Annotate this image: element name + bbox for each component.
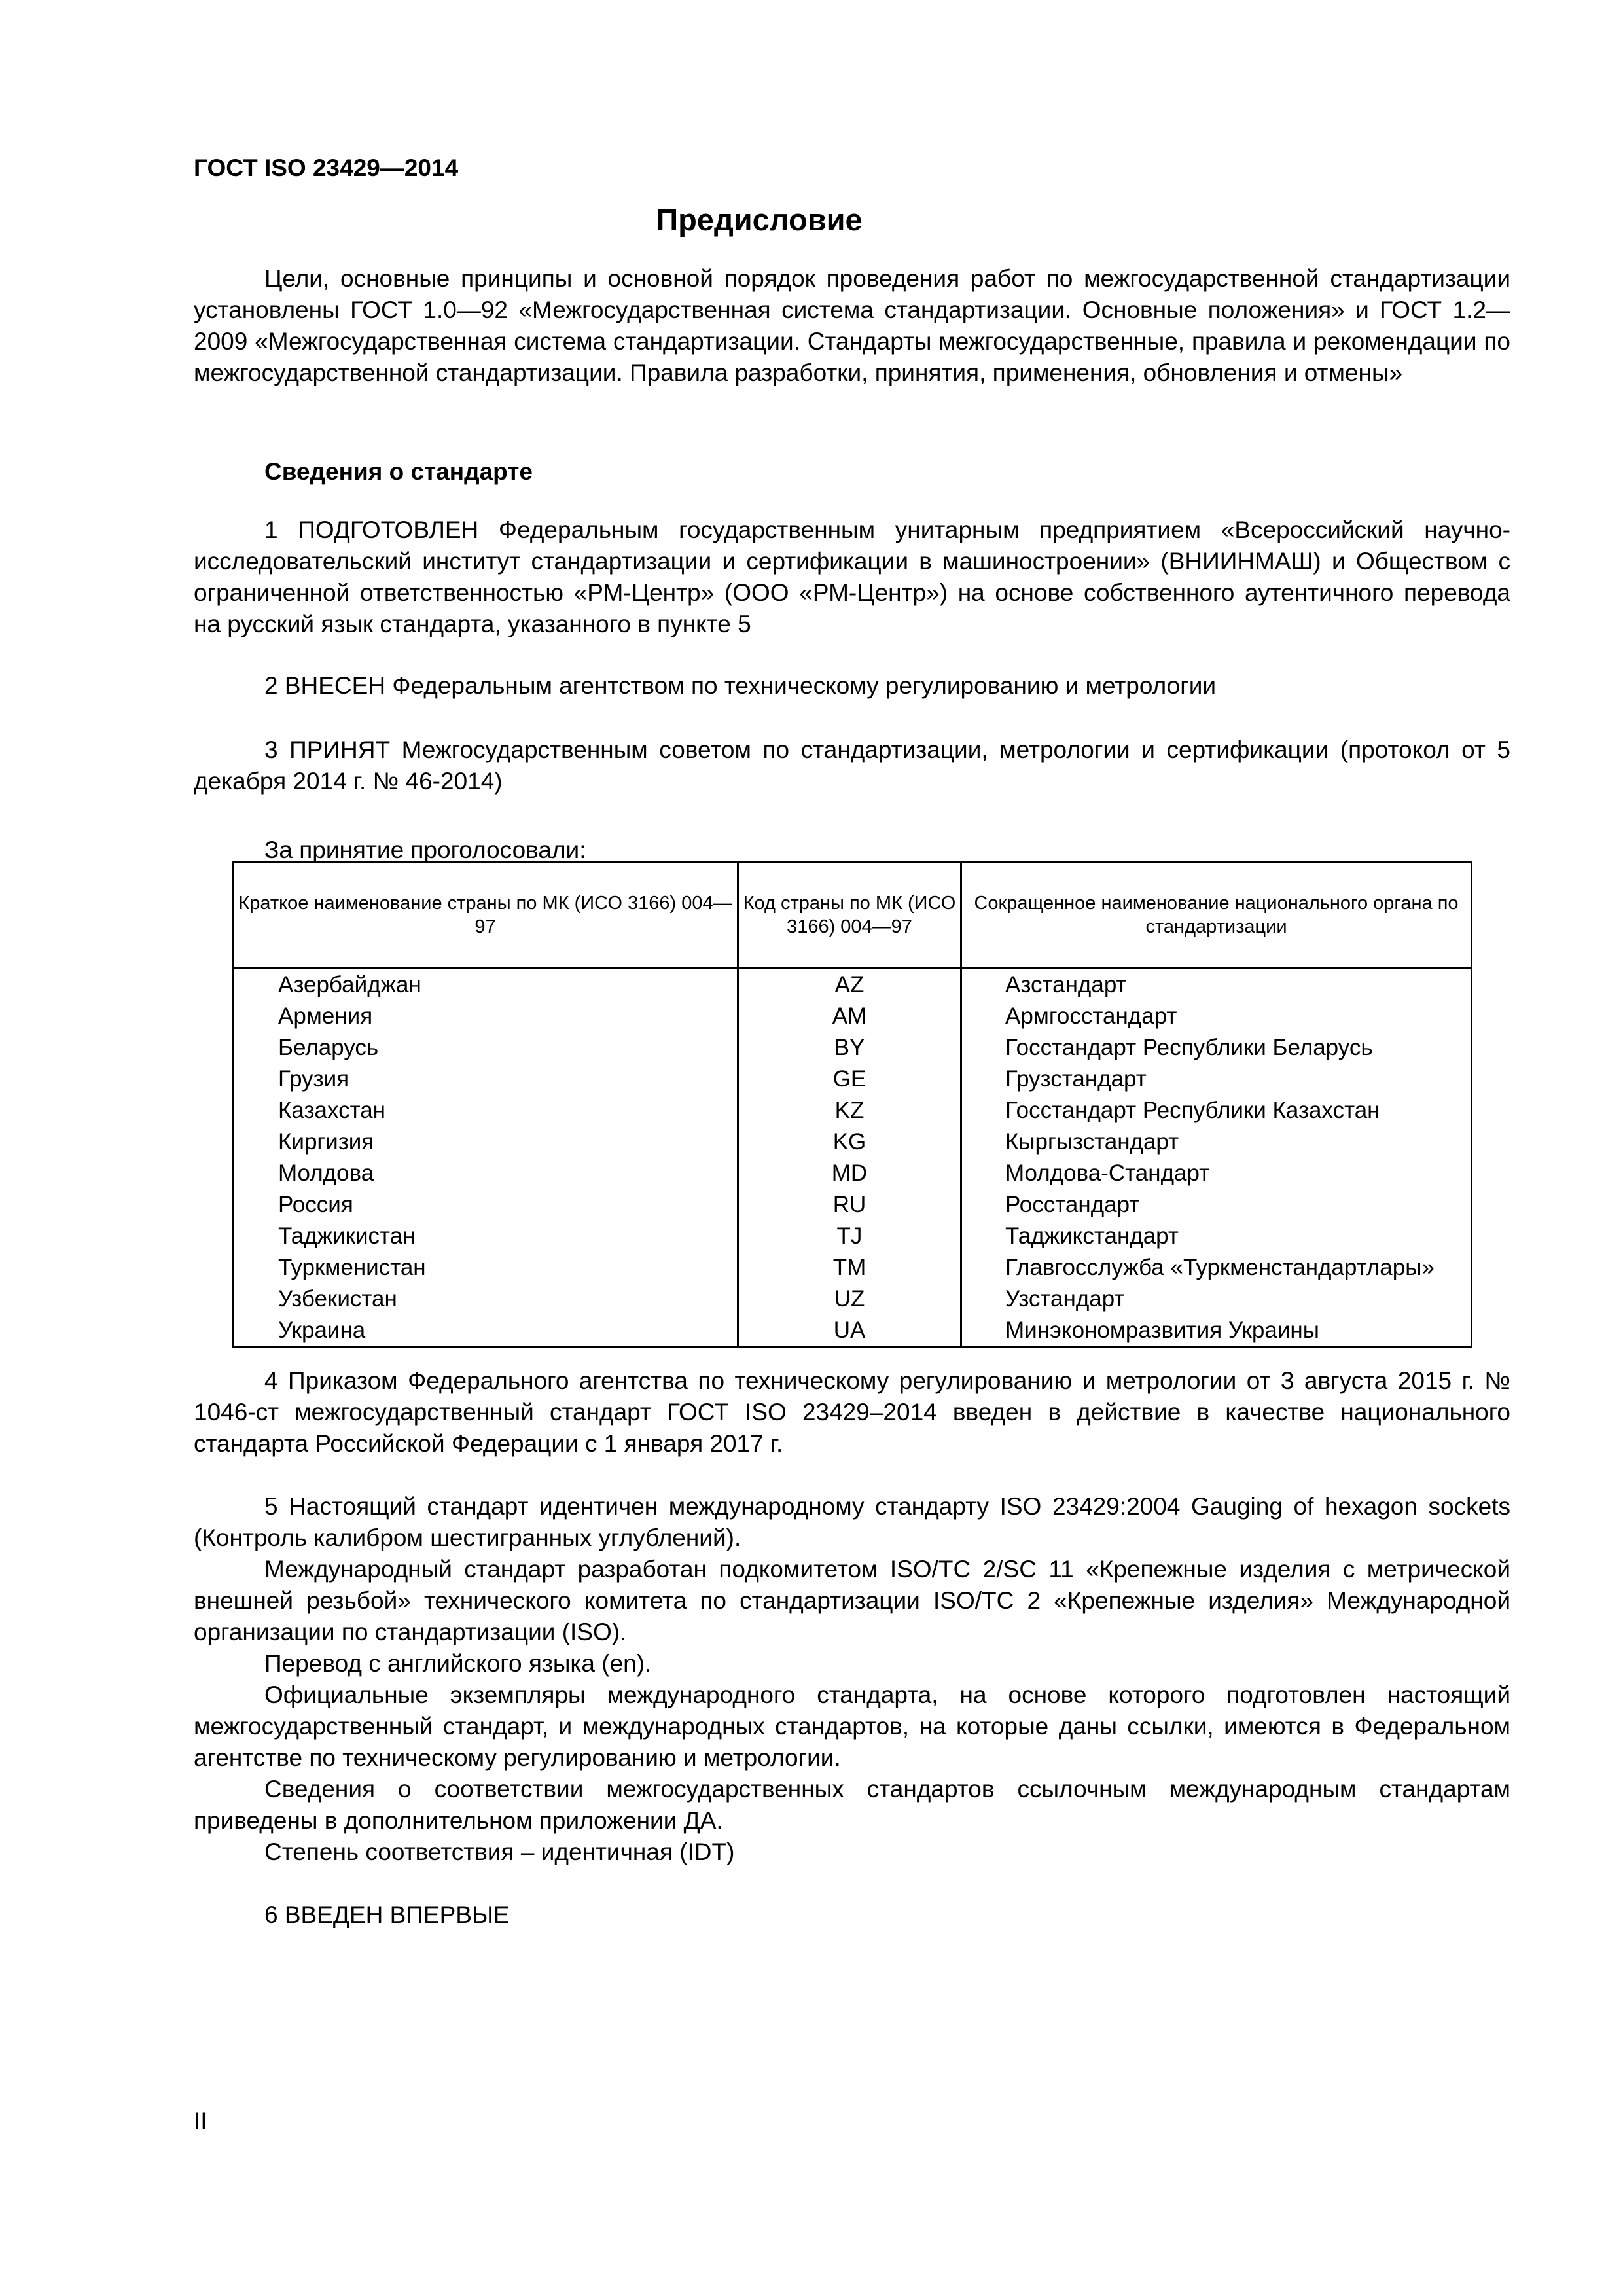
table-row — [233, 1252, 1472, 1283]
table-row — [233, 969, 1472, 1001]
header-standards-body: Сокращенное наименование национального органа по стандартизации — [961, 862, 1472, 969]
page-title: Предисловие — [656, 202, 863, 237]
table-row — [233, 1221, 1472, 1252]
cell-country-name: Туркменистан — [233, 1252, 738, 1283]
page-number: II — [194, 2108, 207, 2134]
table-row — [233, 1064, 1472, 1095]
table-row — [233, 1315, 1472, 1348]
item-5-paragraph-5: Сведения о соответствии межгосударственных стандартов ссылочным международным стандартам приведены в дополнительном приложении ДА. — [194, 1776, 1510, 1834]
table-row — [233, 1001, 1472, 1032]
table-caption: За принятие проголосовали: — [264, 836, 586, 863]
cell-standards-body: Госстандарт Республики Казахстан — [961, 1095, 1472, 1126]
item-5-paragraph-2: Международный стандарт разработан подкомитетом ISO/TC 2/SC 11 «Крепежные изделия с метрической внешней резьбой» технического комитета по стандартизации ISO/TC 2 «Крепежные изделия» Международной организации по стандартизации (ISO). — [194, 1556, 1510, 1645]
cell-country-code: TM — [738, 1252, 961, 1283]
header-country-name: Краткое наименование страны по МК (ИСО 3166) 004—97 — [233, 862, 738, 969]
cell-country-name: Узбекистан — [233, 1283, 738, 1315]
cell-country-code: KZ — [738, 1095, 961, 1126]
item-5-paragraph-3: Перевод с английского языка (en). — [264, 1650, 652, 1677]
table-row — [233, 1283, 1472, 1315]
section-subheading: Сведения о стандарте — [264, 458, 533, 485]
countries-table — [232, 861, 1472, 1348]
cell-country-code: KG — [738, 1126, 961, 1158]
header-country-code: Код страны по МК (ИСО 3166) 004—97 — [738, 862, 961, 969]
cell-country-name: Россия — [233, 1189, 738, 1221]
item-4-paragraph: 4 Приказом Федерального агентства по техническому регулированию и метрологии от 3 августа 2015 г. № 1046-ст межгосударственный стандарт ГОСТ ISO 23429–2014 введен в действие в качестве национального стандарта Российской Федерации с 1 января 2017 г. — [194, 1367, 1510, 1457]
table-body — [233, 969, 1472, 1348]
table-row — [233, 1158, 1472, 1189]
cell-standards-body: Азстандарт — [961, 969, 1472, 1001]
cell-standards-body: Главгосслужба «Туркменстандартлары» — [961, 1252, 1472, 1283]
document-header: ГОСТ ISO 23429—2014 — [194, 154, 459, 181]
cell-country-code: TJ — [738, 1221, 961, 1252]
item-2-paragraph: 2 ВНЕСЕН Федеральным агентством по техническому регулированию и метрологии — [264, 672, 1217, 699]
item-1-paragraph: 1 ПОДГОТОВЛЕН Федеральным государственным унитарным предприятием «Всероссийский научно-исследовательский институт стандартизации и сертификации в машиностроении» (ВНИИНМАШ) и Обществом с ограниченной ответственностью «РМ-Центр» (ООО «РМ-Центр») на основе собственного аутентичного перевода на русский язык стандарта, указанного в пункте 5 — [194, 516, 1510, 637]
cell-country-code: GE — [738, 1064, 961, 1095]
cell-country-code: RU — [738, 1189, 961, 1221]
item-5-paragraph-4: Официальные экземпляры международного стандарта, на основе которого подготовлен настоящий межгосударственный стандарт, и международных стандартов, на которые даны ссылки, имеются в Федеральном агентстве по техническому регулированию и метрологии. — [194, 1681, 1510, 1771]
cell-country-code: AZ — [738, 969, 961, 1001]
cell-standards-body: Молдова-Стандарт — [961, 1158, 1472, 1189]
cell-country-code: UZ — [738, 1283, 961, 1315]
table-row — [233, 1095, 1472, 1126]
cell-country-name: Грузия — [233, 1064, 738, 1095]
cell-country-name: Азербайджан — [233, 969, 738, 1001]
cell-standards-body: Росстандарт — [961, 1189, 1472, 1221]
cell-standards-body: Госстандарт Республики Беларусь — [961, 1032, 1472, 1064]
cell-standards-body: Узстандарт — [961, 1283, 1472, 1315]
cell-standards-body: Грузстандарт — [961, 1064, 1472, 1095]
cell-standards-body: Минэкономразвития Украины — [961, 1315, 1472, 1348]
cell-country-name: Киргизия — [233, 1126, 738, 1158]
intro-paragraph: Цели, основные принципы и основной порядок проведения работ по межгосударственной стандартизации установлены ГОСТ 1.0—92 «Межгосударственная система стандартизации. Основные положения» и ГОСТ 1.2—2009 «Межгосударственная система стандартизации. Стандарты межгосударственные, правила и рекомендации по межгосударственной стандартизации. Правила разработки, принятия, применения, обновления и отмены» — [194, 265, 1510, 386]
cell-country-name: Казахстан — [233, 1095, 738, 1126]
cell-standards-body: Армгосстандарт — [961, 1001, 1472, 1032]
cell-country-code: UA — [738, 1315, 961, 1348]
item-5-paragraph: 5 Настоящий стандарт идентичен международному стандарту ISO 23429:2004 Gauging of hexagon sockets (Контроль калибром шестигранных углублений). — [194, 1493, 1510, 1551]
cell-standards-body: Кыргызстандарт — [961, 1126, 1472, 1158]
table-row — [233, 1032, 1472, 1064]
item-6-paragraph: 6 ВВЕДЕН ВПЕРВЫЕ — [264, 1901, 510, 1928]
table-header-row — [233, 862, 1472, 969]
cell-country-name: Украина — [233, 1315, 738, 1348]
cell-country-code: BY — [738, 1032, 961, 1064]
cell-country-name: Молдова — [233, 1158, 738, 1189]
item-5-paragraph-6: Степень соответствия – идентичная (IDT) — [264, 1839, 735, 1865]
cell-country-code: MD — [738, 1158, 961, 1189]
cell-country-name: Таджикистан — [233, 1221, 738, 1252]
cell-country-name: Армения — [233, 1001, 738, 1032]
cell-country-name: Беларусь — [233, 1032, 738, 1064]
item-3-paragraph: 3 ПРИНЯТ Межгосударственным советом по стандартизации, метрологии и сертификации (протокол от 5 декабря 2014 г. № 46-2014) — [194, 736, 1510, 795]
table-row — [233, 1189, 1472, 1221]
cell-country-code: AM — [738, 1001, 961, 1032]
table-row — [233, 1126, 1472, 1158]
cell-standards-body: Таджикстандарт — [961, 1221, 1472, 1252]
